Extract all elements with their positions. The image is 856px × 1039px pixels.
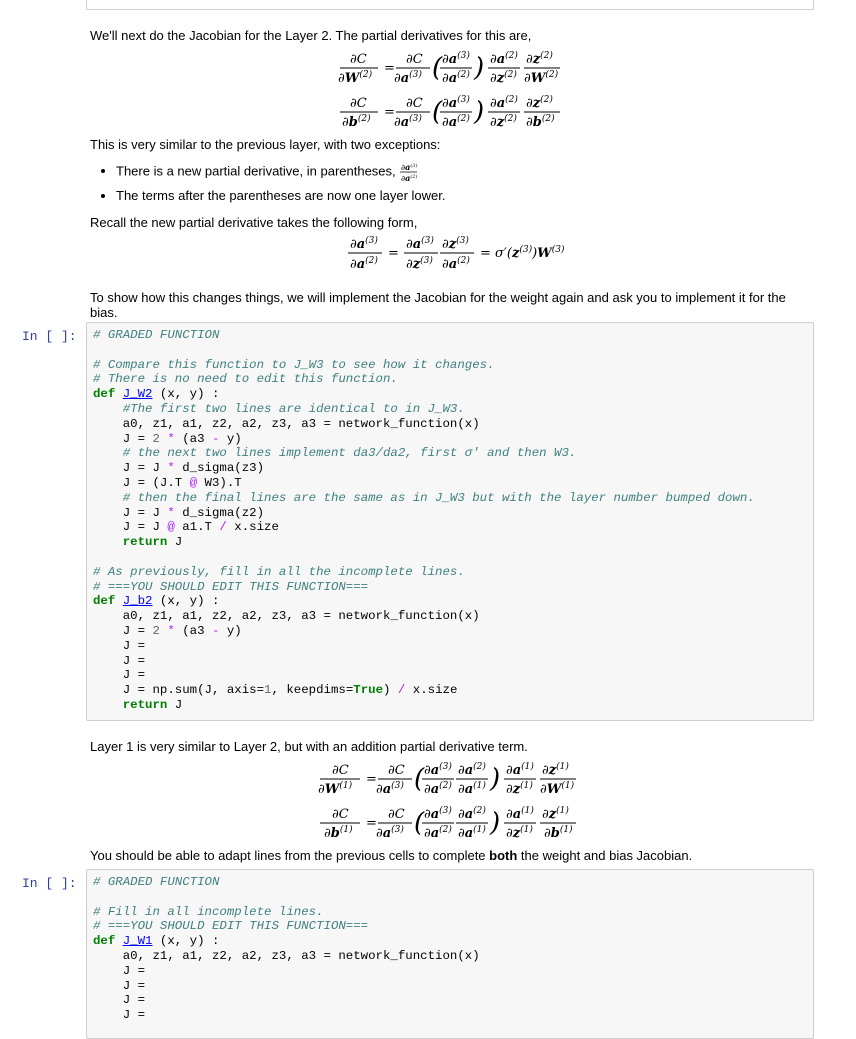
show-text: To show how this changes things, we will implement the Jacobian for the weight again and ask you to implement it for the bias. xyxy=(90,289,786,321)
code-line[interactable]: J = J * d_sigma(z2) xyxy=(93,505,265,520)
equation-w1-svg xyxy=(310,759,590,799)
svg-text:(: ( xyxy=(414,808,425,839)
svg-text:∂C: ∂C xyxy=(388,807,405,823)
inline-partial-fraction xyxy=(399,161,419,183)
code-line[interactable]: return J xyxy=(122,535,183,550)
bullet-text: There is a new partial derivative, in parentheses, xyxy=(116,163,396,179)
svg-text:∂a(3): $\partial a^{(3)}$ xyxy=(424,806,452,823)
code-line[interactable]: #The first two lines are identical to in J_W3. xyxy=(122,401,465,416)
code-line[interactable]: # GRADED FUNCTION xyxy=(93,875,220,889)
code-line[interactable]: a0, z1, a1, z2, a2, z3, a3 = network_function(x) xyxy=(93,416,480,431)
svg-text:∂a(2): $\partial a^{(2)}$ xyxy=(442,69,470,86)
svg-text:∂z(2): $\partial z^{(2)}$ xyxy=(490,69,517,86)
svg-text:∂a(2): $\partial a^{(2)}$ xyxy=(424,825,452,842)
list-item xyxy=(116,161,810,183)
svg-text:): ) xyxy=(474,97,485,128)
svg-text:∂z(2): $\partial z^{(2)}$ xyxy=(526,95,553,112)
code-cell-J_W2-J_b2[interactable] xyxy=(86,322,814,721)
code-line[interactable]: J = np.sum(J, axis=1, keepdims=True) / x.size xyxy=(93,683,458,698)
svg-text:): ) xyxy=(490,808,501,839)
svg-text:∂a(3): $\partial a^{(3)}$ xyxy=(376,780,404,797)
svg-text:∂a(2): $\partial a^{(2)}$ xyxy=(458,761,486,778)
svg-text:∂C: ∂C xyxy=(350,51,367,67)
svg-text:∂z(3): $\partial z^{(3)}$ xyxy=(442,235,469,252)
svg-text:=: = xyxy=(366,771,377,787)
code-line[interactable]: J = xyxy=(93,978,146,993)
svg-text:∂a(2): $\partial a^{(2)}$ xyxy=(442,255,470,272)
recall-text: Recall the new partial derivative takes the following form, xyxy=(90,215,418,231)
svg-text:∂z(1): $\partial z^{(1)}$ xyxy=(542,761,569,778)
svg-text:∂a(2): $\partial a^{(2)}$ xyxy=(490,50,518,67)
svg-text:∂a(3): $\partial a^{(3)}$ xyxy=(376,825,404,842)
code-line[interactable]: J = 2 * (a3 - y) xyxy=(93,623,242,638)
svg-text:∂a(3): $\partial a^{(3)}$ xyxy=(424,761,452,778)
svg-text:∂a(2): $\partial a^{(2)}$ xyxy=(490,95,518,112)
code-line[interactable]: # Compare this function to J_W3 to see how it changes. xyxy=(93,357,495,372)
svg-text:∂C: ∂C xyxy=(406,51,423,67)
svg-text:∂a(1): $\partial a^{(1)}$ xyxy=(458,825,486,842)
code-line[interactable]: # ===YOU SHOULD EDIT THIS FUNCTION=== xyxy=(93,919,369,934)
svg-text:(: ( xyxy=(432,97,443,128)
svg-text:(: ( xyxy=(414,763,425,794)
svg-text:∂a(3): $\partial a^{(3)}$ xyxy=(406,235,434,252)
exceptions-list xyxy=(90,161,810,204)
list-item: • The terms after the parentheses are now one layer lower. xyxy=(116,188,810,204)
svg-text:∂a(3): $\partial a^{(3)}$ xyxy=(394,114,422,131)
code-line[interactable]: # Fill in all incomplete lines. xyxy=(93,904,324,919)
svg-text:=: = xyxy=(384,105,395,121)
svg-text:∂a(2): $\partial a^{(2)}$ xyxy=(424,780,452,797)
svg-text:∂a(3): $\partial a^{(3)}$ xyxy=(350,235,378,252)
layer2-intro: We'll next do the Jacobian for the Layer 2. The partial derivatives for this are, xyxy=(90,28,532,43)
svg-text:∂a(3): $\partial a^{(3)}$ xyxy=(394,69,422,86)
previous-code-cell-edge xyxy=(86,0,814,10)
svg-text:∂a(1): $\partial a^{(1)}$ xyxy=(506,761,534,778)
code-line[interactable]: J = xyxy=(93,993,146,1008)
code-line[interactable]: J = J * d_sigma(z3) xyxy=(93,461,265,476)
svg-text:∂b(1): $\partial b^{(1)}$ xyxy=(324,825,353,842)
code-line[interactable]: J = J @ a1.T / x.size xyxy=(93,520,279,535)
svg-text:∂a(1): $\partial a^{(1)}$ xyxy=(458,780,486,797)
code-line[interactable]: J = xyxy=(93,638,146,653)
equation-b1-svg xyxy=(310,803,590,843)
svg-text:∂C: ∂C xyxy=(388,762,405,778)
cell-prompt: In [ ]: xyxy=(22,329,77,344)
svg-text:=: = xyxy=(388,245,399,261)
outro-post: the weight and bias Jacobian. xyxy=(517,848,693,864)
code-line[interactable]: def J_b2 (x, y) : xyxy=(93,594,220,609)
layer1-intro: Layer 1 is very similar to Layer 2, but with an addition partial derivative term. xyxy=(90,739,528,754)
svg-text:(: ( xyxy=(432,52,443,83)
code-line[interactable]: # GRADED FUNCTION xyxy=(93,328,220,342)
svg-text:∂z(1): $\partial z^{(1)}$ xyxy=(542,806,569,823)
svg-text:∂z(3): $\partial z^{(3)}$ xyxy=(406,255,433,272)
svg-text:∂z(2): $\partial z^{(2)}$ xyxy=(526,50,553,67)
code-line[interactable]: # ===YOU SHOULD EDIT THIS FUNCTION=== xyxy=(93,579,369,594)
code-line[interactable]: J = xyxy=(93,668,146,683)
svg-text:∂C: ∂C xyxy=(350,96,367,112)
code-line[interactable]: a0, z1, a1, z2, a2, z3, a3 = network_function(x) xyxy=(93,948,480,963)
svg-text:∂a(2): $\partial a^{(2)}$ xyxy=(350,255,378,272)
code-line[interactable]: J = xyxy=(93,653,146,668)
code-line[interactable] xyxy=(93,890,807,905)
code-line[interactable]: J = 2 * (a3 - y) xyxy=(93,431,242,446)
svg-text:∂z(2): $\partial z^{(2)}$ xyxy=(490,114,517,131)
svg-text:∂z(1): $\partial z^{(1)}$ xyxy=(506,825,533,842)
layer1-outro xyxy=(90,848,810,864)
code-line[interactable]: a0, z1, a1, z2, a2, z3, a3 = network_function(x) xyxy=(93,609,480,624)
svg-text:=: = xyxy=(366,816,377,832)
svg-text:∂C: ∂C xyxy=(406,96,423,112)
equation-dC-dW2 xyxy=(90,48,810,93)
svg-text:∂C: ∂C xyxy=(332,807,349,823)
code-cell-J_W1[interactable] xyxy=(86,869,814,1039)
code-line[interactable]: # the next two lines implement da3/da2, first σ' and then W3. xyxy=(122,446,577,461)
outro-pre: You should be able to adapt lines from the previous cells to complete xyxy=(90,848,490,864)
svg-text:∂b(2): $\partial b^{(2)}$ xyxy=(526,114,555,131)
code-line[interactable]: def J_W2 (x, y) : xyxy=(93,387,220,402)
code-line[interactable]: # then the final lines are the same as in J_W3 but with the layer number bumped down. xyxy=(122,490,755,505)
code-line[interactable]: J = xyxy=(93,963,146,978)
equation-da3-da2 xyxy=(90,233,810,280)
equation-b2-svg xyxy=(330,92,570,132)
cell-prompt: In [ ]: xyxy=(22,876,77,891)
code-line[interactable]: # There is no need to edit this function. xyxy=(93,372,398,387)
svg-text:∂a(1): $\partial a^{(1)}$ xyxy=(506,806,534,823)
svg-text:= σ′(z(3))W(3): = $\sigma'(z^{(3)})W^{(3)}$ xyxy=(480,244,565,261)
equation-dC-db1 xyxy=(90,803,810,848)
svg-text:∂W(2): $\partial W^{(2)}$ xyxy=(338,69,373,86)
svg-text:): ) xyxy=(490,763,501,794)
code-line[interactable] xyxy=(93,550,807,565)
svg-text:∂W(1): $\partial W^{(1)}$ xyxy=(318,780,353,797)
equation-da3da2-svg xyxy=(340,233,565,275)
svg-text:∂W(1): $\partial W^{(1)}$ xyxy=(540,780,575,797)
exceptions-intro: This is very similar to the previous layer, with two exceptions: xyxy=(90,137,441,153)
svg-text:∂b(2): $\partial b^{(2)}$ xyxy=(342,114,371,131)
equation-w2-svg xyxy=(330,48,570,88)
code-line[interactable] xyxy=(93,343,807,358)
svg-text:∂a(2): $\partial a^{(2)}$ xyxy=(401,172,418,183)
svg-text:∂a(2): $\partial a^{(2)}$ xyxy=(458,806,486,823)
code-line[interactable]: # As previously, fill in all the incomplete lines. xyxy=(93,564,465,579)
code-line[interactable]: J = xyxy=(93,1008,146,1023)
svg-text:): ) xyxy=(474,52,485,83)
svg-text:∂z(1): $\partial z^{(1)}$ xyxy=(506,780,533,797)
svg-text:∂b(1): $\partial b^{(1)}$ xyxy=(544,825,573,842)
equation-dC-db2 xyxy=(90,92,810,137)
equation-dC-dW1 xyxy=(90,759,810,804)
code-line[interactable]: J = (J.T @ W3).T xyxy=(93,475,242,490)
svg-text:∂a(2): $\partial a^{(2)}$ xyxy=(442,114,470,131)
svg-text:∂a(3): $\partial a^{(3)}$ xyxy=(442,50,470,67)
outro-bold: both xyxy=(489,848,518,864)
code-line[interactable]: return J xyxy=(122,697,183,712)
code-line[interactable]: def J_W1 (x, y) : xyxy=(93,934,220,949)
svg-text:∂a(3): $\partial a^{(3)}$ xyxy=(401,161,418,172)
svg-text:=: = xyxy=(384,60,395,76)
svg-text:∂a(3): $\partial a^{(3)}$ xyxy=(442,95,470,112)
svg-text:∂C: ∂C xyxy=(332,762,349,778)
svg-text:∂W(2): $\partial W^{(2)}$ xyxy=(524,69,559,86)
